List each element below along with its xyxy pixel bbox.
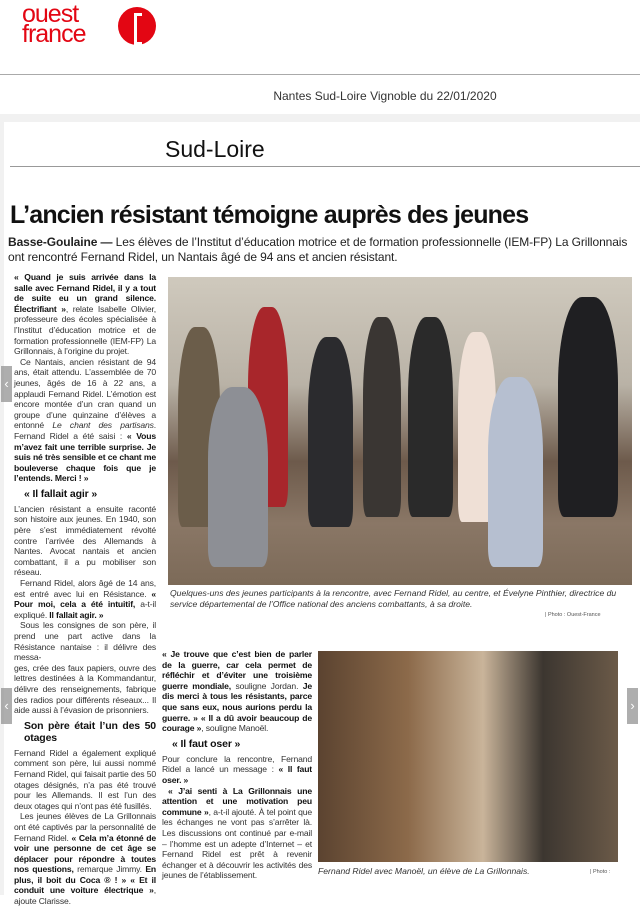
portrait-photo[interactable] bbox=[318, 651, 618, 862]
logo-text-france: france bbox=[22, 20, 86, 48]
article-lead bbox=[8, 235, 634, 265]
paragraph bbox=[14, 811, 156, 906]
ouest-france-logo[interactable] bbox=[22, 2, 162, 50]
paragraph bbox=[162, 754, 312, 786]
paragraph bbox=[162, 649, 312, 734]
quote: « Je trouve que c’est bien de parler de la guerre, car cela permet de réfléchir et d’éviter une troisième guerre mondiale, bbox=[162, 649, 312, 691]
quote: « Pour moi, cela a été intuitif, bbox=[14, 588, 156, 610]
quote: Il fallait agir. » bbox=[49, 609, 104, 620]
prev-page-button[interactable]: ‹ bbox=[1, 366, 12, 402]
quote: « Quand je suis arrivée dans la salle avec Fernand Ridel, il y a tout de suite eu un grand silence. Électrifiant » bbox=[14, 272, 156, 314]
text: , relate Isabelle Olivier, professeure des écoles spécialisée à l’Institut d’éducation motrice et de formation professionnelle (IEM-FP) La Grillonnais, à l’origine du projet. bbox=[14, 303, 156, 357]
column-2 bbox=[162, 649, 312, 881]
paragraph bbox=[14, 272, 156, 357]
text: , a-t-il ajouté. À tel point que les échanges ne vont pas s’arrêter là. Les discussions ont continué par e-mail – l’homme est un adepte d’Internet – et Fernand Ridel est prêt à revenir échanger et à découvrir les activités des jeunes de l’établissement. bbox=[162, 806, 312, 881]
text: , ajoute Clarisse. bbox=[14, 885, 156, 907]
text: . Fernand Ridel a été saisi : bbox=[14, 420, 156, 441]
photo-caption: Quelques-uns des jeunes participants à la rencontre, avec Fernand Ridel, au centre, et Évelyne Pinthier, directrice du service départemental de l’Office national des anciens combattants, à sa droite. bbox=[170, 588, 617, 609]
subheading: « Il faut oser » bbox=[172, 737, 241, 750]
photo-credit: | Photo : Ouest-France bbox=[545, 612, 601, 618]
article-headline: L’ancien résistant témoigne auprès des jeunes bbox=[10, 201, 529, 229]
section-rule bbox=[10, 166, 640, 167]
paragraph bbox=[162, 786, 312, 881]
quote: « Cela m’a étonné de voir une personne de cet âge se déplacer pour répondre à toutes nos questions, bbox=[14, 832, 156, 875]
song-title: Le chant des partisans bbox=[52, 420, 154, 431]
paragraph: ges, crée des faux papiers, ouvre des lettres destinées à la Kommandantur, délivre des renseignements, fabrique des radios pour différents réseaux... Il aide aussi à l’évasion de prisonniers. bbox=[14, 662, 156, 716]
paragraph: L’ancien résistant a ensuite raconté son histoire aux jeunes. En 1940, son père s’est immédiatement révolté contre l’arrivée des Allemands à Nantes. Avocat nantais et ancien combattant, il a pu mobiliser son réseau. bbox=[14, 503, 156, 578]
quote: Je dis merci à tous les résistants, parce que sans eux, nous aurions perdu la guerre. » « Il a dû avoir beaucoup de courage » bbox=[162, 680, 312, 734]
text: remarque Jimmy. bbox=[73, 864, 146, 875]
subheading: « Il fallait agir » bbox=[24, 487, 98, 500]
text: Les jeunes élèves de La Grillonnais ont été captivés par la personnalité de Fernand Ridel. bbox=[14, 811, 156, 843]
photo-caption: Fernand Ridel avec Manoël, un élève de La Grillonnais. bbox=[318, 866, 530, 876]
quote: « Vous m’avez fait une terrible surprise. Je suis né très sensible et ce chant me bouleverse chaque fois que je l’entends. Merci ! » bbox=[14, 430, 157, 484]
quote: En plus, il boit du Coca ® ! » « Et il conduit une voiture électrique » bbox=[14, 864, 156, 896]
logo-disc-icon bbox=[118, 7, 156, 45]
subheading: Son père était l’un des 50 otages bbox=[24, 719, 156, 744]
paragraph: Sous les consignes de son père, il prend une part active dans la Résistance nantaise : il délivre des messa- bbox=[14, 620, 156, 663]
next-page-button[interactable]: › bbox=[627, 688, 638, 724]
header-divider bbox=[0, 74, 640, 75]
logo-text-ouest: ouest bbox=[22, 0, 79, 28]
photo-credit: | Photo : bbox=[590, 869, 611, 875]
quote: « Il faut oser. » bbox=[162, 764, 313, 785]
text: , souligne Manoël. bbox=[201, 723, 269, 734]
quote: « J’ai senti à La Grillonnais une attention et une motivation peu commune » bbox=[162, 785, 312, 817]
lead-text: Les élèves de l’Institut d’éducation motrice et de formation professionnelle (IEM-FP) La Grillonnais ont rencontré Fernand Ridel, un Nantais âgé de 94 ans et ancien résistant. bbox=[8, 235, 628, 264]
paragraph bbox=[14, 578, 156, 620]
section-title: Sud-Loire bbox=[165, 136, 265, 162]
group-photo[interactable] bbox=[168, 277, 632, 585]
paragraph bbox=[14, 357, 156, 484]
column-1 bbox=[14, 272, 156, 907]
text: souligne Jordan. bbox=[231, 680, 303, 691]
text: Ce Nantais, ancien résistant de 94 ans, était attendu. L’assemblée de 70 jeunes, âgés de 16 à 22 ans, a applaudi Fernand Ridel. L’émotion est encore montée d’un cran quand un groupe d’une quinzaine d’élèves a entonné bbox=[14, 356, 156, 431]
text: Pour conclure la rencontre, Fernand Ridel a lancé un message : bbox=[162, 753, 312, 775]
text: Fernand Ridel, alors âgé de 14 ans, est entré avec lui en Résistance. bbox=[14, 578, 156, 599]
lead-place: Basse-Goulaine — bbox=[8, 235, 113, 249]
prev-page-button[interactable]: ‹ bbox=[1, 688, 12, 724]
edition-date: Nantes Sud-Loire Vignoble du 22/01/2020 bbox=[273, 89, 497, 103]
text: a-t-il expliqué. bbox=[14, 599, 157, 620]
paragraph: Fernand Ridel a également expliqué comment son père, lui aussi nommé Fernand Ridel, qui faisait partie des 50 otages désignés, n’a pas été trouvé pour les Allemands. Il est l’un des deux otages qui n’ont pas été fusillés. bbox=[14, 747, 156, 811]
